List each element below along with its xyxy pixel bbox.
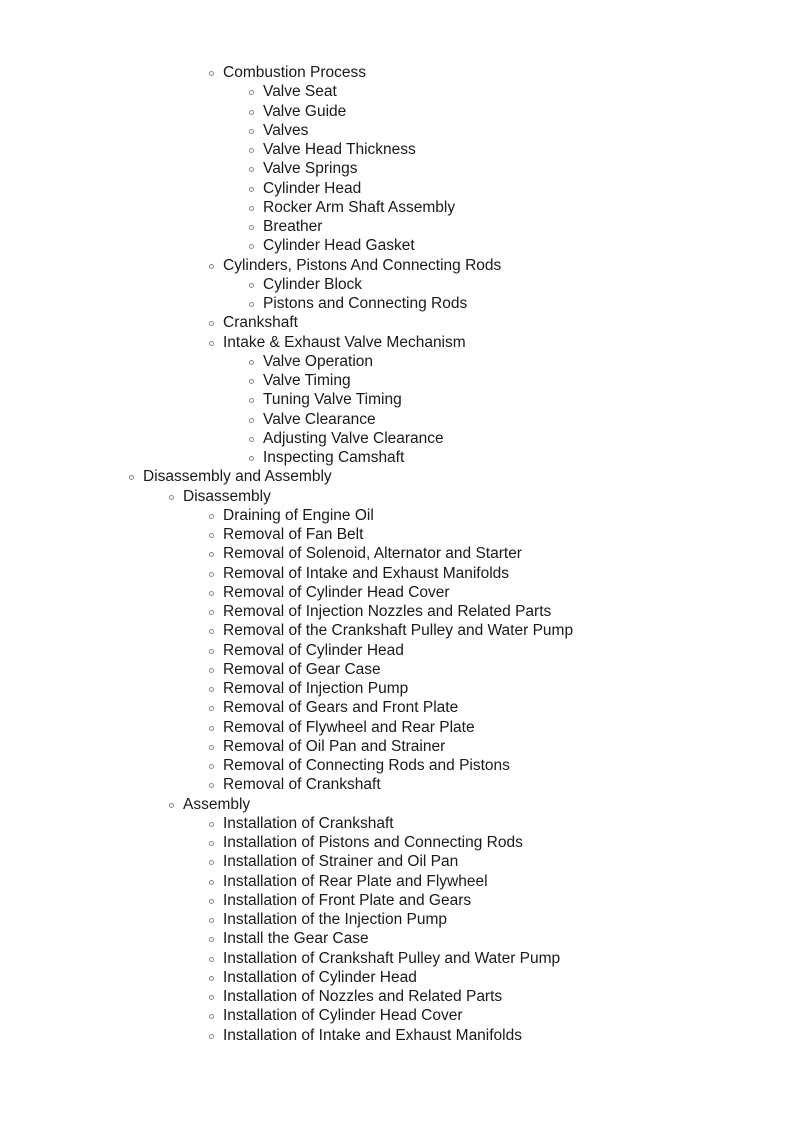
outline-entry-label: Disassembly xyxy=(183,487,271,505)
outline-entry[interactable] xyxy=(0,698,794,717)
outline-entry-label: Valve Guide xyxy=(263,102,347,120)
outline-entry-label: Removal of Intake and Exhaust Manifolds xyxy=(223,564,510,582)
circle-bullet-icon xyxy=(209,649,214,654)
outline-entry-label: Installation of Intake and Exhaust Manifolds xyxy=(223,1026,522,1044)
outline-entry-label: Adjusting Valve Clearance xyxy=(263,429,444,447)
circle-bullet-icon xyxy=(209,783,214,788)
circle-bullet-icon xyxy=(209,264,214,269)
outline-entry-label: Removal of Injection Nozzles and Related Parts xyxy=(223,603,552,620)
circle-bullet-icon xyxy=(209,860,214,865)
outline-entry[interactable] xyxy=(0,63,794,82)
outline-entry[interactable] xyxy=(0,756,794,775)
outline-entry-label: Assembly xyxy=(183,795,251,813)
circle-bullet-icon xyxy=(209,552,214,557)
outline-entry[interactable] xyxy=(0,718,794,737)
outline-entry[interactable] xyxy=(0,814,794,833)
outline-entry-label: Tuning Valve Timing xyxy=(263,391,402,409)
outline-entry-label: Cylinders, Pistons And Connecting Rods xyxy=(223,256,502,274)
outline-entry[interactable] xyxy=(0,679,794,698)
circle-bullet-icon xyxy=(209,71,214,76)
outline-entry-label: Intake & Exhaust Valve Mechanism xyxy=(223,333,466,351)
circle-bullet-icon xyxy=(209,1034,214,1039)
circle-bullet-icon xyxy=(249,302,254,307)
circle-bullet-icon xyxy=(209,706,214,711)
circle-bullet-icon xyxy=(169,495,174,500)
outline-entry-label: Valve Head Thickness xyxy=(263,141,416,158)
outline-entry-label: Valve Springs xyxy=(263,160,358,178)
outline-entry-label: Valves xyxy=(263,121,309,139)
outline-entry-label: Removal of Fan Belt xyxy=(223,526,364,543)
outline-entry-label: Valve Clearance xyxy=(263,410,376,428)
outline-entry[interactable] xyxy=(0,275,794,294)
outline-entry-label: Cylinder Block xyxy=(263,275,363,293)
circle-bullet-icon xyxy=(209,591,214,596)
outline-entry-label: Installation of Cylinder Head Cover xyxy=(223,1007,463,1025)
outline-entry[interactable] xyxy=(0,448,794,467)
circle-bullet-icon xyxy=(209,1014,214,1019)
circle-bullet-icon xyxy=(209,822,214,827)
outline-entry[interactable] xyxy=(0,1026,794,1045)
outline-entry-label: Installation of Rear Plate and Flywheel xyxy=(223,872,488,890)
outline-entry-label: Installation of the Injection Pump xyxy=(223,911,448,928)
outline-entry-label: Draining of Engine Oil xyxy=(223,506,374,524)
outline-entry[interactable] xyxy=(0,775,794,794)
circle-bullet-icon xyxy=(249,418,254,423)
outline-entry-label: Removal of Cylinder Head Cover xyxy=(223,583,450,601)
outline-entry[interactable] xyxy=(0,929,794,948)
outline-entry[interactable] xyxy=(0,910,794,929)
outline-entry-label: Breather xyxy=(263,218,323,235)
outline-entry-label: Installation of Crankshaft xyxy=(223,814,394,832)
circle-bullet-icon xyxy=(249,129,254,134)
circle-bullet-icon xyxy=(209,841,214,846)
outline-entry[interactable] xyxy=(0,872,794,891)
outline-entry-label: Disassembly and Assembly xyxy=(143,468,332,486)
outline-entry-label: Removal of Gear Case xyxy=(223,660,381,678)
outline-entry[interactable] xyxy=(0,121,794,140)
outline-entry-label: Removal of Flywheel and Rear Plate xyxy=(223,718,475,736)
outline-entry-label: Installation of Pistons and Connecting Rods xyxy=(223,834,523,851)
outline-entry[interactable] xyxy=(0,313,794,332)
outline-entry-label: Install the Gear Case xyxy=(223,930,369,948)
outline-entry[interactable] xyxy=(0,82,794,101)
outline-entry-label: Valve Operation xyxy=(263,352,373,370)
circle-bullet-icon xyxy=(249,90,254,95)
outline-entry[interactable] xyxy=(0,159,794,178)
outline-entry-label: Inspecting Camshaft xyxy=(263,449,405,466)
outline-entry-label: Crankshaft xyxy=(223,314,298,332)
outline-entry-label: Removal of Solenoid, Alternator and Starter xyxy=(223,545,522,563)
outline-entry[interactable] xyxy=(0,179,794,198)
circle-bullet-icon xyxy=(249,283,254,288)
outline-entry[interactable] xyxy=(0,140,794,159)
table-of-contents-outline xyxy=(0,63,794,1045)
outline-entry[interactable] xyxy=(0,852,794,871)
outline-entry[interactable] xyxy=(0,487,794,506)
outline-entry[interactable] xyxy=(0,641,794,660)
outline-entry[interactable] xyxy=(0,371,794,390)
outline-entry[interactable] xyxy=(0,506,794,525)
outline-entry[interactable] xyxy=(0,737,794,756)
outline-entry-label: Removal of Connecting Rods and Pistons xyxy=(223,757,510,774)
outline-entry-label: Removal of the Crankshaft Pulley and Water Pump xyxy=(223,622,574,640)
circle-bullet-icon xyxy=(209,514,214,519)
circle-bullet-icon xyxy=(249,110,254,115)
outline-entry-label: Combustion Process xyxy=(223,64,367,81)
circle-bullet-icon xyxy=(209,687,214,692)
outline-entry-label: Removal of Oil Pan and Strainer xyxy=(223,737,446,755)
circle-bullet-icon xyxy=(209,726,214,731)
outline-entry[interactable] xyxy=(0,621,794,640)
circle-bullet-icon xyxy=(249,398,254,403)
outline-entry[interactable] xyxy=(0,891,794,910)
outline-entry[interactable] xyxy=(0,949,794,968)
outline-entry-label: Pistons and Connecting Rods xyxy=(263,295,468,312)
circle-bullet-icon xyxy=(209,957,214,962)
circle-bullet-icon xyxy=(209,918,214,923)
circle-bullet-icon xyxy=(209,976,214,981)
outline-entry[interactable] xyxy=(0,833,794,852)
outline-entry[interactable] xyxy=(0,198,794,217)
circle-bullet-icon xyxy=(209,764,214,769)
outline-entry-label: Removal of Gears and Front Plate xyxy=(223,699,459,717)
outline-entry[interactable] xyxy=(0,795,794,814)
circle-bullet-icon xyxy=(249,437,254,442)
circle-bullet-icon xyxy=(249,379,254,384)
outline-entry[interactable] xyxy=(0,429,794,448)
outline-entry[interactable] xyxy=(0,410,794,429)
outline-entry-label: Cylinder Head xyxy=(263,179,362,197)
circle-bullet-icon xyxy=(129,475,134,480)
outline-entry-label: Valve Timing xyxy=(263,372,351,389)
outline-entry[interactable] xyxy=(0,564,794,583)
outline-entry[interactable] xyxy=(0,294,794,313)
circle-bullet-icon xyxy=(249,187,254,192)
outline-entry[interactable] xyxy=(0,544,794,563)
outline-entry[interactable] xyxy=(0,467,794,486)
outline-entry[interactable] xyxy=(0,1006,794,1025)
circle-bullet-icon xyxy=(249,244,254,249)
outline-entry-label: Installation of Cylinder Head xyxy=(223,968,417,986)
outline-entry-label: Installation of Crankshaft Pulley and Water Pump xyxy=(223,949,561,967)
circle-bullet-icon xyxy=(209,610,214,615)
outline-entry[interactable] xyxy=(0,602,794,621)
outline-entry-label: Removal of Cylinder Head xyxy=(223,641,404,659)
outline-entry[interactable] xyxy=(0,660,794,679)
circle-bullet-icon xyxy=(209,341,214,346)
outline-entry[interactable] xyxy=(0,333,794,352)
circle-bullet-icon xyxy=(209,629,214,634)
outline-entry-label: Removal of Crankshaft xyxy=(223,776,381,794)
circle-bullet-icon xyxy=(209,880,214,885)
circle-bullet-icon xyxy=(209,533,214,538)
circle-bullet-icon xyxy=(249,360,254,365)
outline-entry[interactable] xyxy=(0,968,794,987)
outline-entry[interactable] xyxy=(0,236,794,255)
outline-entry[interactable] xyxy=(0,583,794,602)
outline-entry-label: Installation of Nozzles and Related Parts xyxy=(223,988,503,1005)
circle-bullet-icon xyxy=(249,167,254,172)
outline-entry[interactable] xyxy=(0,102,794,121)
circle-bullet-icon xyxy=(209,937,214,942)
outline-entry-label: Installation of Front Plate and Gears xyxy=(223,891,472,909)
circle-bullet-icon xyxy=(249,148,254,153)
outline-entry-label: Removal of Injection Pump xyxy=(223,680,409,697)
outline-entry[interactable] xyxy=(0,987,794,1006)
circle-bullet-icon xyxy=(209,572,214,577)
outline-entry[interactable] xyxy=(0,256,794,275)
circle-bullet-icon xyxy=(249,206,254,211)
circle-bullet-icon xyxy=(209,995,214,1000)
circle-bullet-icon xyxy=(249,456,254,461)
outline-entry-label: Valve Seat xyxy=(263,83,337,101)
outline-entry[interactable] xyxy=(0,352,794,371)
outline-entry[interactable] xyxy=(0,217,794,236)
outline-entry[interactable] xyxy=(0,390,794,409)
circle-bullet-icon xyxy=(209,321,214,326)
circle-bullet-icon xyxy=(209,899,214,904)
outline-entry-label: Cylinder Head Gasket xyxy=(263,237,415,255)
circle-bullet-icon xyxy=(209,668,214,673)
outline-entry-label: Installation of Strainer and Oil Pan xyxy=(223,853,459,871)
circle-bullet-icon xyxy=(209,745,214,750)
outline-entry-label: Rocker Arm Shaft Assembly xyxy=(263,198,456,216)
circle-bullet-icon xyxy=(169,803,174,808)
outline-entry[interactable] xyxy=(0,525,794,544)
circle-bullet-icon xyxy=(249,225,254,230)
